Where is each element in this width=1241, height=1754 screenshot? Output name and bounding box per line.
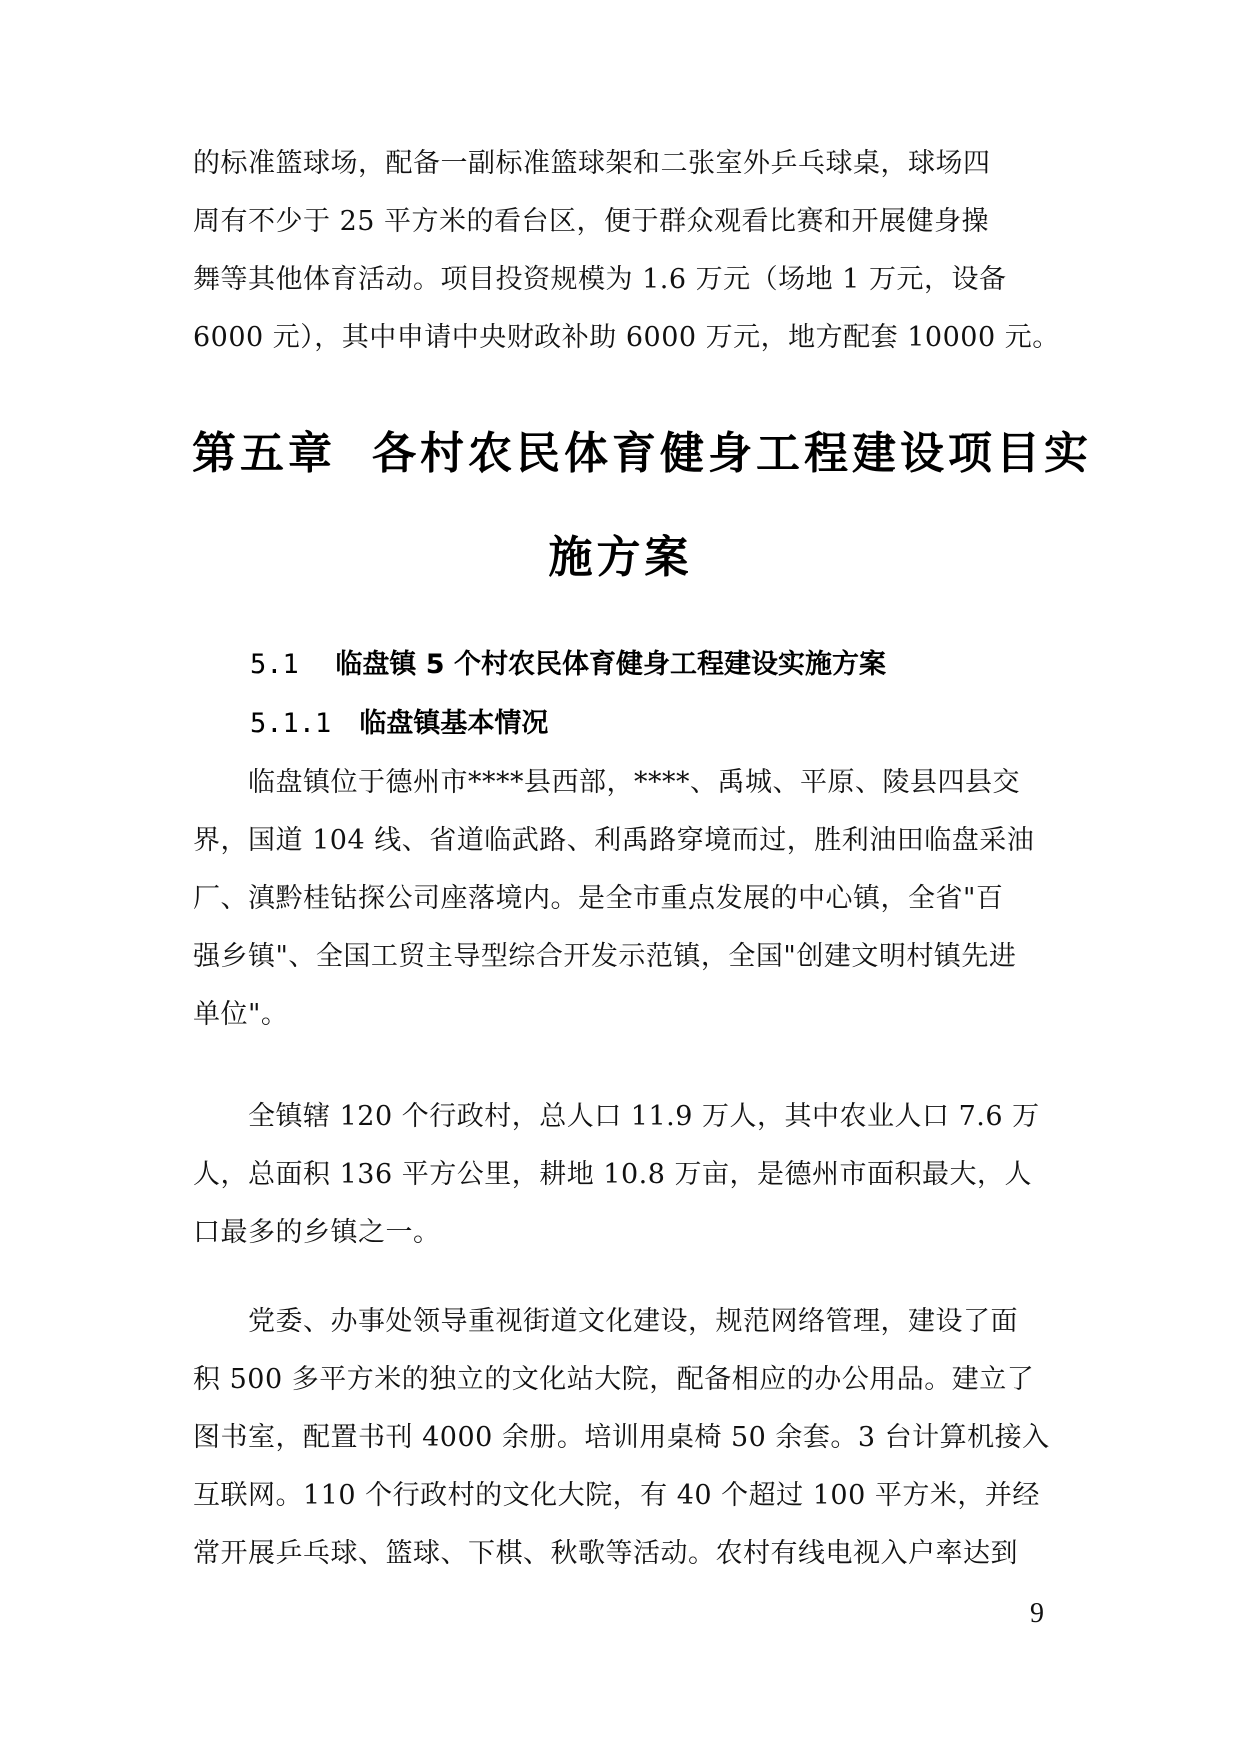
text-line: 口最多的乡镇之一。 bbox=[193, 1217, 441, 1248]
subsection-number: 5.1.1 bbox=[250, 708, 332, 739]
text-line: 的标准篮球场，配备一副标准篮球架和二张室外乒乓球桌，球场四 bbox=[193, 148, 991, 179]
chapter-title-line1: 各村农民体育健身工程建设项目实 bbox=[372, 428, 1092, 479]
text-line: 全镇辖 120 个行政村，总人口 11.9 万人，其中农业人口 7.6 万 bbox=[248, 1101, 1040, 1132]
chapter-number: 第五章 bbox=[192, 428, 336, 479]
section-number: 5.1 bbox=[250, 649, 299, 680]
text-line: 临盘镇位于德州市****县西部，****、禹城、平原、陵县四县交 bbox=[248, 767, 1020, 798]
text-line: 周有不少于 25 平方米的看台区，便于群众观看比赛和开展健身操 bbox=[193, 206, 990, 237]
text-line: 单位"。 bbox=[193, 999, 289, 1030]
page-number: 9 bbox=[1030, 1598, 1044, 1629]
chapter-title-line2: 施方案 bbox=[548, 532, 693, 583]
text-line: 常开展乒乓球、篮球、下棋、秋歌等活动。农村有线电视入户率达到 bbox=[193, 1538, 1018, 1569]
text-line: 6000 元），其中申请中央财政补助 6000 万元，地方配套 10000 元。 bbox=[193, 322, 1060, 353]
text-line: 界，国道 104 线、省道临武路、利禹路穿境而过，胜利油田临盘采油 bbox=[193, 825, 1035, 856]
text-line: 图书室，配置书刊 4000 余册。培训用桌椅 50 余套。3 台计算机接入 bbox=[193, 1422, 1050, 1453]
text-line: 舞等其他体育活动。项目投资规模为 1.6 万元（场地 1 万元，设备 bbox=[193, 264, 1007, 295]
text-line: 党委、办事处领导重视街道文化建设，规范网络管理，建设了面 bbox=[248, 1306, 1018, 1337]
text-line: 积 500 多平方米的独立的文化站大院，配备相应的办公用品。建立了 bbox=[193, 1364, 1035, 1395]
subsection-title: 临盘镇基本情况 bbox=[359, 708, 549, 739]
text-line: 强乡镇"、全国工贸主导型综合开发示范镇，全国"创建文明村镇先进 bbox=[193, 941, 1017, 972]
section-heading bbox=[250, 647, 886, 683]
text-line: 互联网。110 个行政村的文化大院，有 40 个超过 100 平方米，并经 bbox=[193, 1480, 1040, 1511]
section-title: 临盘镇 5 个村农民体育健身工程建设实施方案 bbox=[335, 649, 886, 680]
subsection-heading bbox=[250, 706, 548, 742]
text-line: 厂、滇黔桂钻探公司座落境内。是全市重点发展的中心镇，全省"百 bbox=[193, 883, 1004, 914]
text-line: 人，总面积 136 平方公里，耕地 10.8 万亩，是德州市面积最大，人 bbox=[193, 1159, 1032, 1190]
